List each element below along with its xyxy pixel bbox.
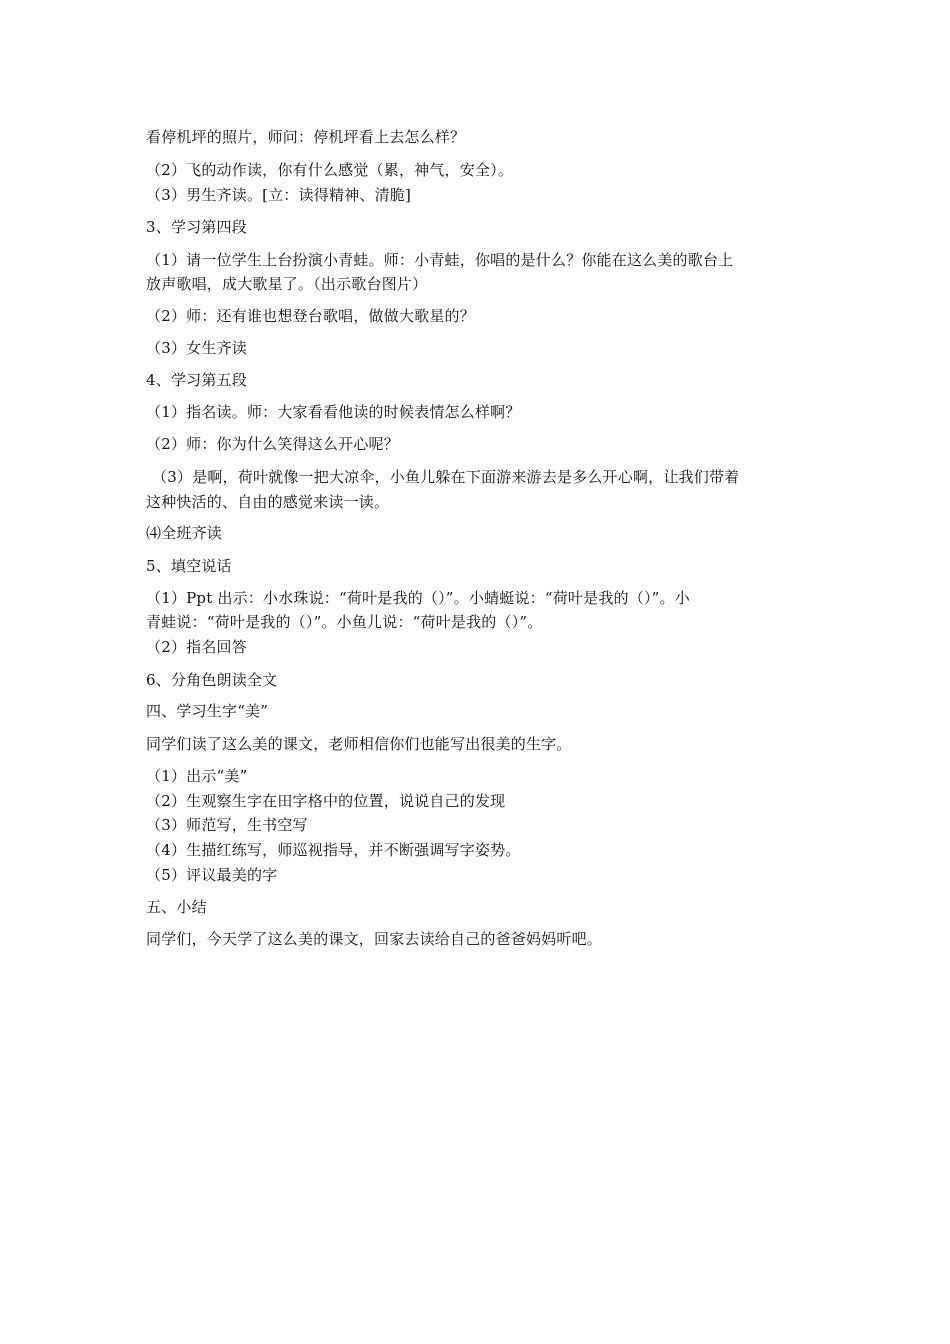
section-heading: 四、学习生字“美”	[146, 702, 269, 720]
text-line: （2）师：你为什么笑得这么开心呢？	[146, 435, 399, 453]
text-line: （2）飞的动作读，你有什么感觉（累，神气，安全）。	[146, 161, 514, 179]
text-line: （5）评议最美的字	[146, 866, 278, 884]
text-line: 青蛙说：“荷叶是我的（）”。小鱼儿说：“荷叶是我的（）”。	[146, 613, 543, 631]
text-line: （4）生描红练写，师巡视指导，并不断强调写字姿势。	[146, 841, 521, 859]
text-line: （1）请一位学生上台扮演小青蛙。师：小青蛙，你唱的是什么？你能在这么美的歌台上	[146, 251, 734, 269]
section-heading: 3、学习第四段	[146, 218, 247, 236]
text-line: 同学们，今天学了这么美的课文，回家去读给自己的爸爸妈妈听吧。	[146, 930, 603, 948]
text-line: 放声歌唱，成大歌星了。（出示歌台图片）	[146, 275, 428, 293]
text-line: （3）女生齐读	[146, 339, 247, 357]
text-line: （3）是啊，荷叶就像一把大凉伞，小鱼儿躲在下面游来游去是多么开心啊，让我们带着	[152, 468, 740, 486]
text-line: （1）出示“美”	[146, 767, 248, 785]
text-line: （1）指名读。师：大家看看他读的时候表情怎么样啊？	[146, 403, 521, 421]
text-line: （2）指名回答	[146, 638, 247, 656]
section-heading: 5、填空说话	[146, 557, 232, 575]
text-line: （3）男生齐读。[立：读得精神、清脆]	[146, 186, 412, 204]
text-line: （1）Ppt 出示：小水珠说：“荷叶是我的（）”。小蜻蜓说：“荷叶是我的（）”。小	[146, 589, 690, 607]
text-line: 这种快活的、自由的感觉来读一读。	[146, 493, 390, 511]
section-heading: 4、学习第五段	[146, 371, 247, 389]
section-heading: 6、分角色朗读全文	[146, 671, 278, 689]
text-line: （2）生观察生字在田字格中的位置，说说自己的发现	[146, 792, 506, 810]
text-line: 看停机坪的照片，师问：停机坪看上去怎么样？	[146, 128, 466, 146]
text-line: （2）师：还有谁也想登台歌唱，做做大歌星的？	[146, 307, 475, 325]
section-heading: 五、小结	[146, 898, 207, 916]
text-line: ⑷全班齐读	[146, 524, 223, 542]
text-line: （3）师范写，生书空写	[146, 816, 308, 834]
text-line: 同学们读了这么美的课文，老师相信你们也能写出很美的生字。	[146, 735, 572, 753]
